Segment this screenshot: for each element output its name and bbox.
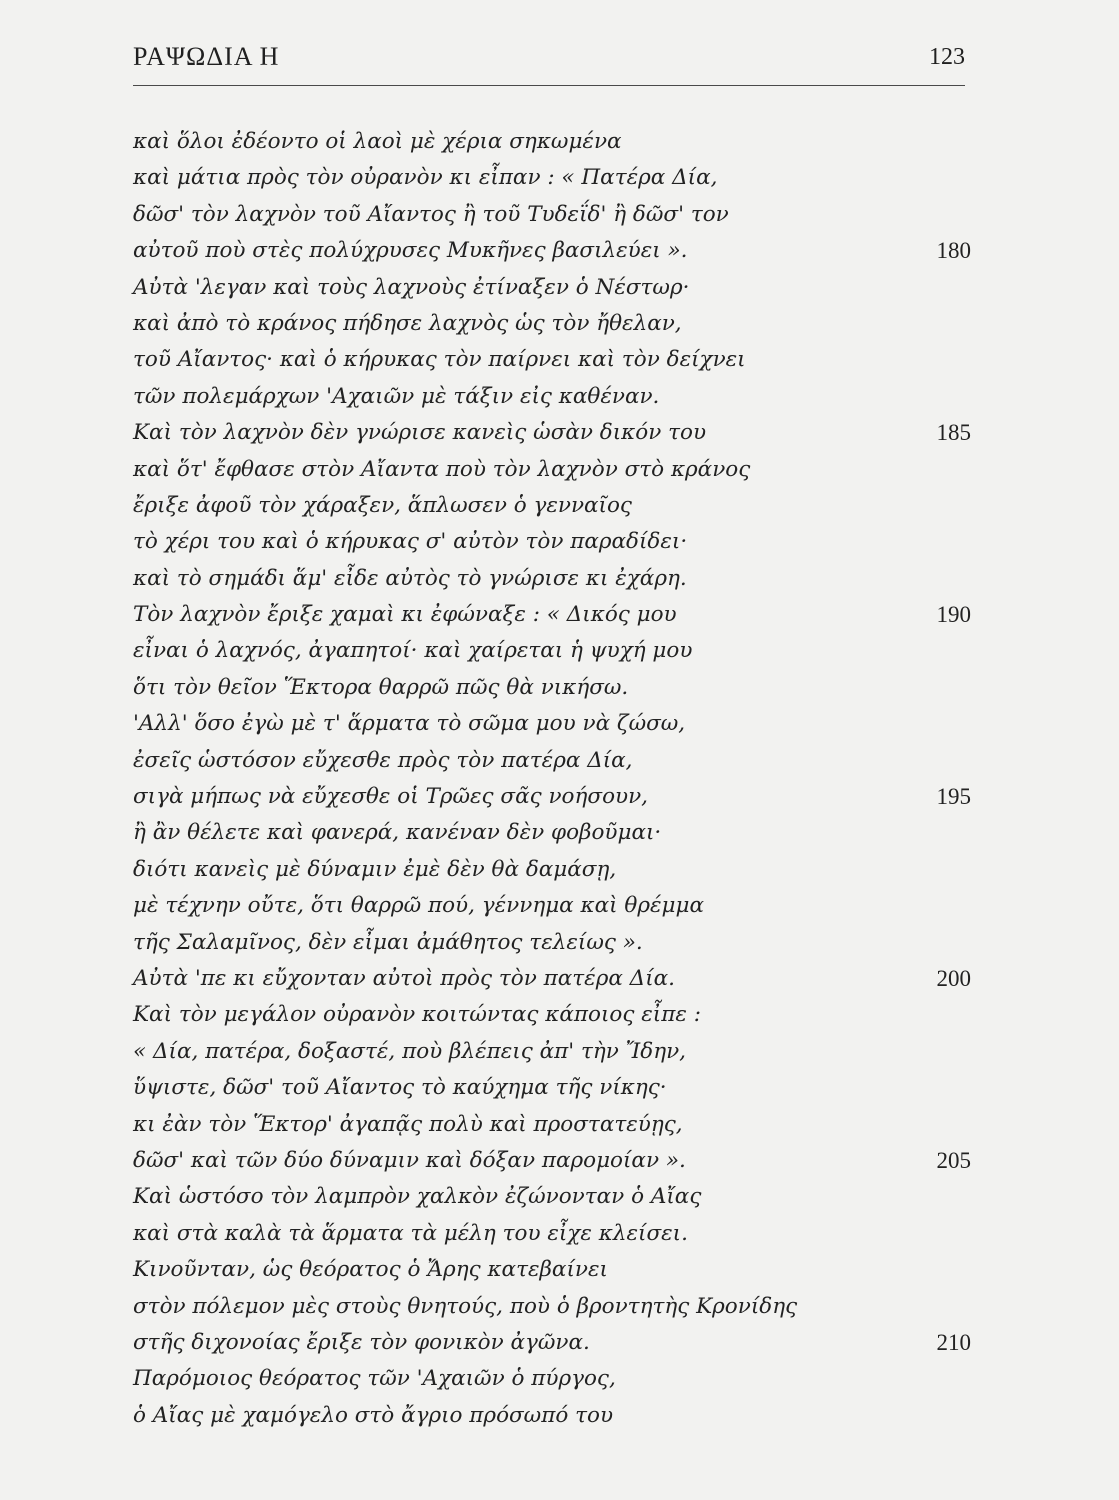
verse-line xyxy=(133,633,973,669)
verse-line xyxy=(133,1398,973,1434)
line-number: 190 xyxy=(936,602,971,628)
verse-line xyxy=(133,124,973,160)
verse-text: Παρόμοιος θεόρατος τῶν 'Αχαιῶν ὁ πύργος, xyxy=(133,1366,616,1392)
verse-text: καὶ ἀπὸ τὸ κράνος πήδησε λαχνὸς ὡς τὸν ἤθελαν, xyxy=(133,310,682,336)
verse-text: τοῦ Αἴαντος· καὶ ὁ κήρυκας τὸν παίρνει καὶ τὸν δείχνει xyxy=(133,347,746,373)
verse-line xyxy=(133,1179,973,1215)
page-number: 123 xyxy=(929,44,965,70)
verse-line xyxy=(133,743,973,779)
verse-text: ὅτι τὸν θεῖον Ἕκτορα θαρρῶ πῶς θὰ νικήσω. xyxy=(133,674,629,700)
verse-list xyxy=(133,124,973,1434)
verse-line xyxy=(133,706,973,742)
verse-line xyxy=(133,197,973,233)
verse-line xyxy=(133,488,973,524)
line-number: 200 xyxy=(936,965,971,991)
verse-text: στῆς διχονοίας ἔριξε τὸν φονικὸν ἀγῶνα. xyxy=(133,1329,590,1355)
verse-text: σιγὰ μήπως νὰ εὔχεσθε οἱ Τρῶες σᾶς νοήσουν, xyxy=(133,784,648,810)
header-rule xyxy=(133,85,965,86)
verse-text: Κινοῦνταν, ὡς θεόρατος ὁ Ἄρης κατεβαίνει xyxy=(133,1257,608,1283)
verse-text: τῆς Σαλαμῖνος, δὲν εἶμαι ἀμάθητος τελείως ». xyxy=(133,929,643,955)
verse-text: διότι κανεὶς μὲ δύναμιν ἐμὲ δὲν θὰ δαμάσῃ, xyxy=(133,856,617,882)
line-number: 210 xyxy=(936,1329,971,1355)
verse-line xyxy=(133,1034,973,1070)
verse-line xyxy=(133,1325,973,1361)
line-number: 180 xyxy=(936,238,971,264)
verse-text: καὶ μάτια πρὸς τὸν οὐρανὸν κι εἶπαν : « Πατέρα Δία, xyxy=(133,165,718,191)
verse-line xyxy=(133,1216,973,1252)
verse-text: καὶ τὸ σημάδι ἅμ' εἶδε αὐτὸς τὸ γνώρισε κι ἐχάρη. xyxy=(133,565,687,591)
verse-line xyxy=(133,852,973,888)
verse-text: ὁ Αἴας μὲ χαμόγελο στὸ ἄγριο πρόσωπό του xyxy=(133,1402,614,1428)
line-number: 195 xyxy=(936,784,971,810)
verse-text: « Δία, πατέρα, δοξαστέ, ποὺ βλέπεις ἀπ' τὴν Ἴδην, xyxy=(133,1038,687,1064)
verse-text: καὶ ὅτ' ἔφθασε στὸν Αἴαντα ποὺ τὸν λαχνὸν στὸ κράνος xyxy=(133,456,751,482)
verse-text: καὶ στὰ καλὰ τὰ ἅρματα τὰ μέλη του εἶχε κλείσει. xyxy=(133,1220,688,1246)
verse-line xyxy=(133,815,973,851)
verse-line xyxy=(133,342,973,378)
verse-text: αὐτοῦ ποὺ στὲς πολύχρυσες Μυκῆνες βασιλεύει ». xyxy=(133,238,688,264)
verse-line xyxy=(133,1252,973,1288)
verse-line xyxy=(133,1143,973,1179)
verse-text: Καὶ ὡστόσο τὸν λαμπρὸν χαλκὸν ἐζώνονταν ὁ Αἴας xyxy=(133,1184,702,1210)
verse-text: Αὐτὰ 'πε κι εὔχονταν αὐτοὶ πρὸς τὸν πατέρα Δία. xyxy=(133,965,675,991)
verse-text: Αὐτὰ 'λεγαν καὶ τοὺς λαχνοὺς ἐτίναξεν ὁ Νέστωρ· xyxy=(133,274,690,300)
verse-line xyxy=(133,888,973,924)
verse-line xyxy=(133,160,973,196)
verse-text: δῶσ' τὸν λαχνὸν τοῦ Αἴαντος ἢ τοῦ Τυδεΐδ' ἢ δῶσ' τον xyxy=(133,201,729,227)
verse-text: μὲ τέχνην οὔτε, ὅτι θαρρῶ πού, γέννημα καὶ θρέμμα xyxy=(133,893,704,919)
verse-text: Καὶ τὸν μεγάλον οὐρανὸν κοιτώντας κάποιος εἶπε : xyxy=(133,1002,701,1028)
verse-text: Τὸν λαχνὸν ἔριξε χαμαὶ κι ἐφώναξε : « Δικός μου xyxy=(133,602,677,628)
verse-text: ἢ ἂν θέλετε καὶ φανερά, κανέναν δὲν φοβοῦμαι· xyxy=(133,820,662,846)
verse-text: ἔριξε ἀφοῦ τὸν χάραξεν, ἅπλωσεν ὁ γενναῖος xyxy=(133,492,632,518)
verse-line xyxy=(133,561,973,597)
verse-text: κι ἐὰν τὸν Ἕκτορ' ἀγαπᾷς πολὺ καὶ προστατεύῃς, xyxy=(133,1111,683,1137)
verse-text: Καὶ τὸν λαχνὸν δὲν γνώρισε κανεὶς ὡσὰν δικόν του xyxy=(133,420,707,446)
verse-line xyxy=(133,233,973,269)
verse-text: τὸ χέρι του καὶ ὁ κήρυκας σ' αὐτὸν τὸν παραδίδει· xyxy=(133,529,688,555)
verse-text: δῶσ' καὶ τῶν δύο δύναμιν καὶ δόξαν παρομοίαν ». xyxy=(133,1147,686,1173)
verse-line xyxy=(133,452,973,488)
verse-text: εἶναι ὁ λαχνός, ἀγαπητοί· καὶ χαίρεται ἡ ψυχή μου xyxy=(133,638,693,664)
verse-text: στὸν πόλεμον μὲς στοὺς θνητούς, ποὺ ὁ βροντητὴς Κρονίδης xyxy=(133,1293,798,1319)
chapter-title: ΡΑΨΩΔΙΑ Η xyxy=(133,42,280,71)
verse-line xyxy=(133,597,973,633)
verse-line xyxy=(133,1107,973,1143)
line-number: 205 xyxy=(936,1147,971,1173)
verse-text: 'Αλλ' ὅσο ἐγὼ μὲ τ' ἅρματα τὸ σῶμα μου νὰ ζώσω, xyxy=(133,711,686,737)
verse-text: ἐσεῖς ὡστόσον εὔχεσθε πρὸς τὸν πατέρα Δία, xyxy=(133,747,633,773)
line-number: 185 xyxy=(936,420,971,446)
verse-line xyxy=(133,997,973,1033)
verse-line xyxy=(133,306,973,342)
verse-text: καὶ ὅλοι ἐδέοντο οἱ λαοὶ μὲ χέρια σηκωμένα xyxy=(133,129,622,154)
verse-line xyxy=(133,1361,973,1397)
verse-line xyxy=(133,415,973,451)
verse-line xyxy=(133,1070,973,1106)
verse-text: ὕψιστε, δῶσ' τοῦ Αἴαντος τὸ καύχημα τῆς νίκης· xyxy=(133,1075,667,1101)
verse-line xyxy=(133,379,973,415)
verse-line xyxy=(133,270,973,306)
verse-text: τῶν πολεμάρχων 'Αχαιῶν μὲ τάξιν εἰς καθέναν. xyxy=(133,383,660,409)
running-head xyxy=(133,40,965,80)
verse-line xyxy=(133,1289,973,1325)
verse-line xyxy=(133,524,973,560)
verse-line xyxy=(133,961,973,997)
verse-line xyxy=(133,779,973,815)
verse-line xyxy=(133,925,973,961)
verse-line xyxy=(133,670,973,706)
